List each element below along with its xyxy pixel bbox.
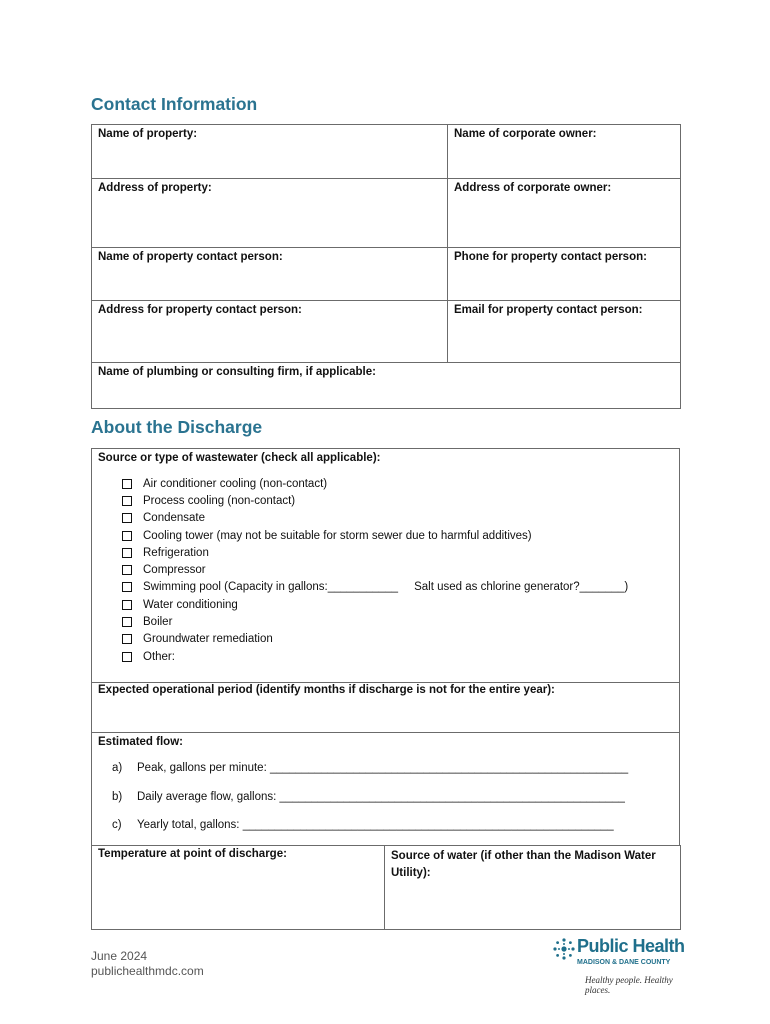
checkbox-item[interactable]: Process cooling (non-contact) xyxy=(122,492,628,509)
contact-person-email-field[interactable]: Email for property contact person: xyxy=(448,301,681,363)
temperature-source-table xyxy=(91,845,681,930)
source-label: Source or type of wastewater (check all applicable): xyxy=(98,452,381,464)
footer xyxy=(91,949,204,979)
checkbox-item[interactable]: Cooling tower (may not be suitable for storm sewer due to harmful additives) xyxy=(122,527,628,544)
name-of-property-field[interactable]: Name of property: xyxy=(92,125,448,179)
address-of-property-field[interactable]: Address of property: xyxy=(92,179,448,248)
discharge-heading: About the Discharge xyxy=(91,417,263,437)
checkbox-icon[interactable] xyxy=(122,634,132,644)
contact-person-phone-field[interactable]: Phone for property contact person: xyxy=(448,248,681,301)
salt-generator-text[interactable]: Salt used as chlorine generator?_______) xyxy=(414,581,629,594)
estimated-flow-label: Estimated flow: xyxy=(98,736,183,748)
footer-website[interactable]: publichealthmdc.com xyxy=(91,964,204,978)
checkbox-item[interactable]: Condensate xyxy=(122,510,628,527)
temperature-field[interactable]: Temperature at point of discharge: xyxy=(92,845,385,929)
checkbox-item[interactable]: Compressor xyxy=(122,561,628,578)
sun-burst-icon xyxy=(552,936,576,962)
operational-period-field[interactable] xyxy=(91,681,680,733)
contact-person-name-field[interactable]: Name of property contact person: xyxy=(92,248,448,301)
yearly-flow-field[interactable]: c) Yearly total, gallons: __________________________________________________________ xyxy=(112,819,614,831)
operational-period-label: Expected operational period (identify months if discharge is not for the entire year): xyxy=(98,684,555,696)
public-health-logo xyxy=(552,936,686,995)
checkbox-item[interactable]: Other: xyxy=(122,648,628,665)
checkbox-icon[interactable] xyxy=(122,531,132,541)
logo-tagline: Healthy people. Healthy places. xyxy=(585,975,673,995)
wastewater-source-section xyxy=(91,448,680,683)
checkbox-icon[interactable] xyxy=(122,548,132,558)
contact-table xyxy=(91,124,681,409)
checkbox-icon[interactable] xyxy=(122,652,132,662)
checkbox-icon[interactable] xyxy=(122,565,132,575)
checkbox-icon[interactable] xyxy=(122,479,132,489)
name-of-corporate-owner-field[interactable]: Name of corporate owner: xyxy=(448,125,681,179)
daily-flow-field[interactable]: b) Daily average flow, gallons: ______________________________________________________ xyxy=(112,791,625,803)
checkbox-item[interactable]: Groundwater remediation xyxy=(122,631,628,648)
checkbox-icon[interactable] xyxy=(122,496,132,506)
plumbing-firm-field[interactable]: Name of plumbing or consulting firm, if applicable: xyxy=(92,363,681,409)
checkbox-icon[interactable] xyxy=(122,617,132,627)
peak-flow-field[interactable]: a) Peak, gallons per minute: ________________________________________________________ xyxy=(112,762,629,774)
checkbox-item[interactable]: Refrigeration xyxy=(122,544,628,561)
water-source-field[interactable]: Source of water (if other than the Madison Water Utility): xyxy=(385,845,681,929)
footer-date: June 2024 xyxy=(91,949,148,963)
checkbox-item[interactable]: Water conditioning xyxy=(122,596,628,613)
estimated-flow-section xyxy=(91,732,680,846)
contact-heading: Contact Information xyxy=(91,94,258,114)
checkbox-icon[interactable] xyxy=(122,513,132,523)
contact-person-address-field[interactable]: Address for property contact person: xyxy=(92,301,448,363)
checkbox-item[interactable]: Air conditioner cooling (non-contact) xyxy=(122,475,628,492)
logo-title: Public Health xyxy=(577,936,685,956)
checkbox-item[interactable]: Boiler xyxy=(122,613,628,630)
address-of-corporate-owner-field[interactable]: Address of corporate owner: xyxy=(448,179,681,248)
logo-subtitle: MADISON & DANE COUNTY xyxy=(577,959,671,966)
checkbox-item[interactable]: Swimming pool (Capacity in gallons:___________ Salt used as chlorine generator?_______) xyxy=(122,579,628,596)
checkbox-icon[interactable] xyxy=(122,600,132,610)
checkbox-icon[interactable] xyxy=(122,582,132,592)
